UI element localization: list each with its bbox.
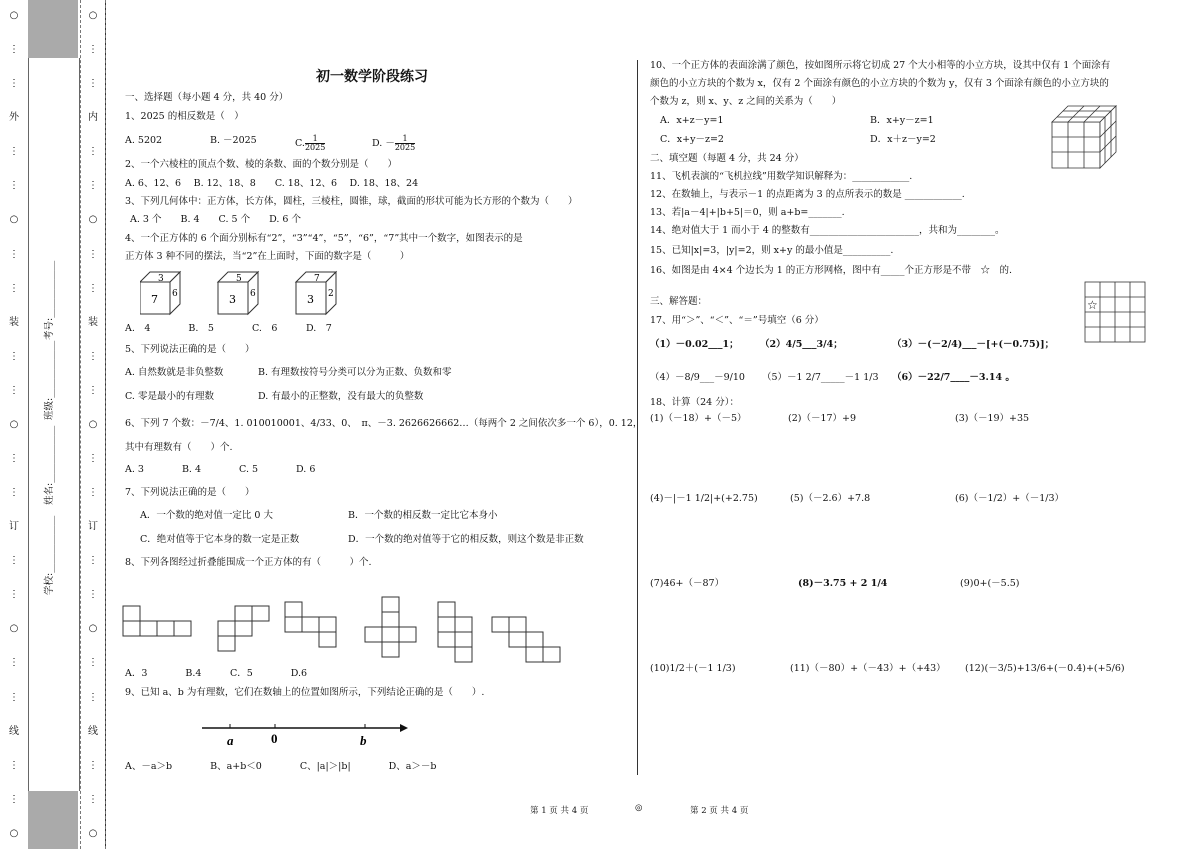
outer-char-15: 订 <box>9 521 19 533</box>
q16: 16、如图是由 4×4 个边长为 1 的正方形网格，图中有_____个正方形是不带 ☆ 的. <box>650 265 1013 276</box>
q10-line1: 10、一个正方体的表面涂满了颜色，按如图所示将它切成 27 个大小相等的小立方块，设其中仅有 1 个面涂有 <box>650 60 1111 71</box>
q17-item-1: （1）－0.02___1； <box>650 339 739 350</box>
q7: 7、下列说法正确的是（ ） <box>125 487 255 498</box>
inner-char-10: ⋮ <box>88 350 98 362</box>
outer-char-7: ⋮ <box>9 248 19 260</box>
q18: 18、计算（24 分）： <box>650 397 739 408</box>
margin-gray-bottom <box>28 791 78 849</box>
outer-char-18: ○ <box>9 623 19 635</box>
inner-char-22: ⋮ <box>88 759 98 771</box>
q17-item-4: （4）－8/9___－9/10 <box>650 372 745 383</box>
q6-options: A. 3 B. 4 C. 5 D. 6 <box>125 464 316 475</box>
cube-top-label: 7 <box>314 274 320 284</box>
inner-char-0: ○ <box>88 10 98 21</box>
section1-heading: 一、选择题（每小题 4 分，共 40 分） <box>125 92 289 103</box>
q2-options: A. 6、12、6 B. 12、18、8 C. 18、12、6 D. 18、18、24 <box>125 178 419 189</box>
q6-line2: 其中有理数有（ ）个. <box>125 442 233 453</box>
margin-box <box>28 58 80 791</box>
q1-option-c: C. $\frac{1}{2025}$ <box>295 134 326 152</box>
q7-option-d: D．一个数的绝对值等于它的相反数，则这个数是非正数 <box>348 534 584 545</box>
q7-option-b: B．一个数的相反数一定比它本身小 <box>348 510 498 521</box>
page-title: 初一数学阶段练习 <box>316 69 428 85</box>
inner-char-16: ⋮ <box>88 555 98 567</box>
q18-item-11: (11)（－80）+（－43）+（+43） <box>790 663 946 674</box>
number-line <box>200 718 415 750</box>
q17-item-3: （3）－(－2/4)___－[+(－0.75)]； <box>892 339 1055 350</box>
q8-options: A．3 B.4 C．5 D.6 <box>125 668 308 679</box>
label-zero: 0 <box>271 731 278 746</box>
cube-front-label: 7 <box>151 293 158 306</box>
margin-gray-top <box>28 0 78 58</box>
q18-item-10: (10)1/2＋(－1 1/3) <box>650 663 736 674</box>
q6-line1: 6、下列 7 个数：－7/4、1. 010010001、4/33、0、 π、－3. 2626626662…（每两个 2 之间依次多一个 6），0. 12， <box>125 418 643 429</box>
q18-item-7: (7)46+（－87） <box>650 578 725 589</box>
outer-char-2: ⋮ <box>9 78 19 90</box>
outer-char-3: 外 <box>9 112 19 124</box>
inner-char-19: ⋮ <box>88 657 98 669</box>
q5-option-b: B. 有理数按符号分类可以分为正数、负数和零 <box>258 367 452 378</box>
inner-char-13: ⋮ <box>88 453 98 465</box>
q10-option-b: B．x+y－z=1 <box>870 115 934 126</box>
inner-char-20: ⋮ <box>88 691 98 703</box>
inner-char-6: ○ <box>88 214 98 226</box>
outer-char-22: ⋮ <box>9 759 19 771</box>
q2: 2、一个六棱柱的顶点个数、棱的条数、面的个数分别是（ ） <box>125 159 398 170</box>
inner-char-17: ⋮ <box>88 589 98 601</box>
outer-char-19: ⋮ <box>9 657 19 669</box>
inner-char-14: ⋮ <box>88 487 98 499</box>
q17-item-6: （6）－22/7____－3.14 。 <box>892 372 1015 383</box>
outer-char-0: ○ <box>9 10 19 21</box>
q13: 13、若|a－4|+|b+5|＝0，则 a+b=_______. <box>650 207 845 218</box>
q7-option-a: A．一个数的绝对值一定比 0 大 <box>140 510 273 521</box>
cube-side-label: 2 <box>328 289 334 299</box>
cube-side-label: 6 <box>172 289 178 299</box>
q18-item-12: (12)(－3/5)+13/6+(－0.4)+(+5/6) <box>965 663 1125 674</box>
outer-char-5: ⋮ <box>9 180 19 192</box>
q17-item-2: （2）4/5___3/4； <box>760 339 843 350</box>
q9-options: A、－a＞b B、a+b＜0 C、|a|＞|b| D、a＞－b <box>125 761 437 772</box>
q10-option-a: A．x+z－y=1 <box>660 115 724 126</box>
footer-center-mark: ◎ <box>635 803 643 813</box>
inner-char-4: ⋮ <box>88 146 98 158</box>
q10-option-d: D．x＋z－y=2 <box>870 134 936 145</box>
cube-top-label: 5 <box>236 274 242 284</box>
inner-seal-column <box>87 10 99 840</box>
inner-char-5: ⋮ <box>88 180 98 192</box>
outer-char-9: 装 <box>9 316 19 328</box>
q18-item-3: (3)（－19）+35 <box>955 413 1030 424</box>
outer-char-10: ⋮ <box>9 350 19 362</box>
q17: 17、用“＞”、“＜”、“＝”号填空（6 分） <box>650 315 824 326</box>
outer-char-24: ○ <box>9 827 19 839</box>
outer-char-13: ⋮ <box>9 453 19 465</box>
q5-option-d: D. 有最小的正整数，没有最大的负整数 <box>258 391 424 402</box>
outer-seal-column <box>8 10 20 840</box>
cube-side-label: 6 <box>250 289 256 299</box>
q5: 5、下列说法正确的是（ ） <box>125 344 255 355</box>
cube-1 <box>140 272 180 314</box>
q1-option-d: D. － $\frac{1}{2025}$ <box>372 134 416 152</box>
school-field[interactable]: 学校:____________ <box>44 515 55 595</box>
q1: 1、2025 的相反数是（ ） <box>125 111 244 122</box>
cube-figures <box>140 268 370 318</box>
outer-char-14: ⋮ <box>9 487 19 499</box>
q18-item-1: (1)（－18）+（－5） <box>650 413 747 424</box>
outer-char-21: 线 <box>9 725 19 737</box>
label-a: a <box>227 733 234 748</box>
q9: 9、已知 a、b 为有理数，它们在数轴上的位置如图所示，下列结论正确的是（ ）. <box>125 687 485 698</box>
q18-item-4: (4)－|－1 1/2|+(+2.75) <box>650 493 758 504</box>
q10-line2: 颜色的小立方块的个数为 x，仅有 2 个面涂有颜色的小立方块的个数为 y，仅有 3 个面涂有颜色的小立方块的 <box>650 78 1109 89</box>
q4-line1: 4、一个正方体的 6 个面分别标有“2”，“3”“4”，“5”，“6”，“7”其中一个数字，如图表示的是 <box>125 233 523 244</box>
outer-char-12: ○ <box>9 418 19 430</box>
outer-char-11: ⋮ <box>9 384 19 396</box>
q18-item-8: (8)－3.75 + 2 1/4 <box>798 578 888 589</box>
inner-char-12: ○ <box>88 418 98 430</box>
inner-char-23: ⋮ <box>88 793 98 805</box>
id-field[interactable]: 考号:____________ <box>44 260 55 340</box>
q10-line3: 个数为 z，则 x、y、z 之间的关系为（ ） <box>650 96 842 107</box>
q18-item-9: (9)0+(－5.5) <box>960 578 1020 589</box>
cube-front-label: 3 <box>307 293 314 306</box>
q14: 14、绝对值大于 1 而小于 4 的整数有_______________________，共和为________。 <box>650 225 1005 236</box>
inner-char-1: ⋮ <box>88 44 98 56</box>
inner-char-11: ⋮ <box>88 384 98 396</box>
outer-char-6: ○ <box>9 214 19 226</box>
q8: 8、下列各图经过折叠能围成一个正方体的有（ ）个. <box>125 557 372 568</box>
cube-nets <box>120 592 570 672</box>
inner-char-9: 装 <box>88 316 98 328</box>
q17-item-5: （5）－1 2/7_____－1 1/3 <box>762 372 879 383</box>
outer-char-16: ⋮ <box>9 555 19 567</box>
name-field[interactable]: 姓名:____________ <box>44 425 55 505</box>
class-field[interactable]: 班级:____________ <box>44 340 55 420</box>
q11: 11、飞机表演的“飞机拉线”用数学知识解释为：____________. <box>650 171 913 182</box>
q4-options: A. 4 B. 5 C. 6 D. 7 <box>125 323 332 334</box>
inner-char-18: ○ <box>88 623 98 635</box>
rubik-cube-figure <box>1050 104 1122 170</box>
section2-heading: 二、填空题（每题 4 分，共 24 分） <box>650 153 804 164</box>
inner-char-3: 内 <box>88 112 98 124</box>
inner-char-21: 线 <box>88 725 98 737</box>
outer-char-23: ⋮ <box>9 793 19 805</box>
q5-option-c: C. 零是最小的有理数 <box>125 391 214 402</box>
inner-char-15: 订 <box>88 521 98 533</box>
outer-char-1: ⋮ <box>9 44 19 56</box>
footer-page-right: 第 2 页 共 4 页 <box>690 806 749 816</box>
cube-front-label: 3 <box>229 293 236 306</box>
section3-heading: 三、解答题： <box>650 296 708 307</box>
cube-3 <box>296 272 336 314</box>
label-b: b <box>360 733 367 748</box>
q18-item-6: (6)（－1/2）+（－1/3） <box>955 493 1064 504</box>
inner-char-8: ⋮ <box>88 282 98 294</box>
q5-option-a: A. 自然数就是非负整数 <box>125 367 224 378</box>
grid-4x4 <box>1084 281 1146 343</box>
q18-item-5: (5)（－2.6）+7.8 <box>790 493 871 504</box>
star-icon: ☆ <box>1087 298 1098 312</box>
q4-line2: 正方体 3 种不同的摆法，当“2”在上面时，下面的数字是（ ） <box>125 251 410 262</box>
q10-option-c: C．x+y－z=2 <box>660 134 724 145</box>
q18-item-2: (2)（－17）+9 <box>788 413 857 424</box>
inner-char-24: ○ <box>88 827 98 839</box>
cube-top-label: 3 <box>158 274 164 284</box>
q1-option-a: A. 5202 <box>125 135 163 146</box>
q7-option-c: C．绝对值等于它本身的数一定是正数 <box>140 534 300 545</box>
q3: 3、下列几何体中：正方体，长方体，圆柱，三棱柱，圆锥，球，截面的形状可能为长方形的个数为（ ） <box>125 196 578 207</box>
outer-char-20: ⋮ <box>9 691 19 703</box>
outer-char-17: ⋮ <box>9 589 19 601</box>
footer-page-left: 第 1 页 共 4 页 <box>530 806 589 816</box>
inner-char-2: ⋮ <box>88 78 98 90</box>
q1-option-b: B. －2025 <box>210 135 257 146</box>
cube-2 <box>218 272 258 314</box>
outer-char-8: ⋮ <box>9 282 19 294</box>
q12: 12、在数轴上，与表示－1 的点距离为 3 的点所表示的数是 ____________. <box>650 189 965 200</box>
outer-char-4: ⋮ <box>9 146 19 158</box>
q3-options: A. 3 个 B. 4 C. 5 个 D. 6 个 <box>130 214 301 225</box>
inner-char-7: ⋮ <box>88 248 98 260</box>
q15: 15、已知|x|=3，|y|=2，则 x+y 的最小值是__________. <box>650 245 894 256</box>
